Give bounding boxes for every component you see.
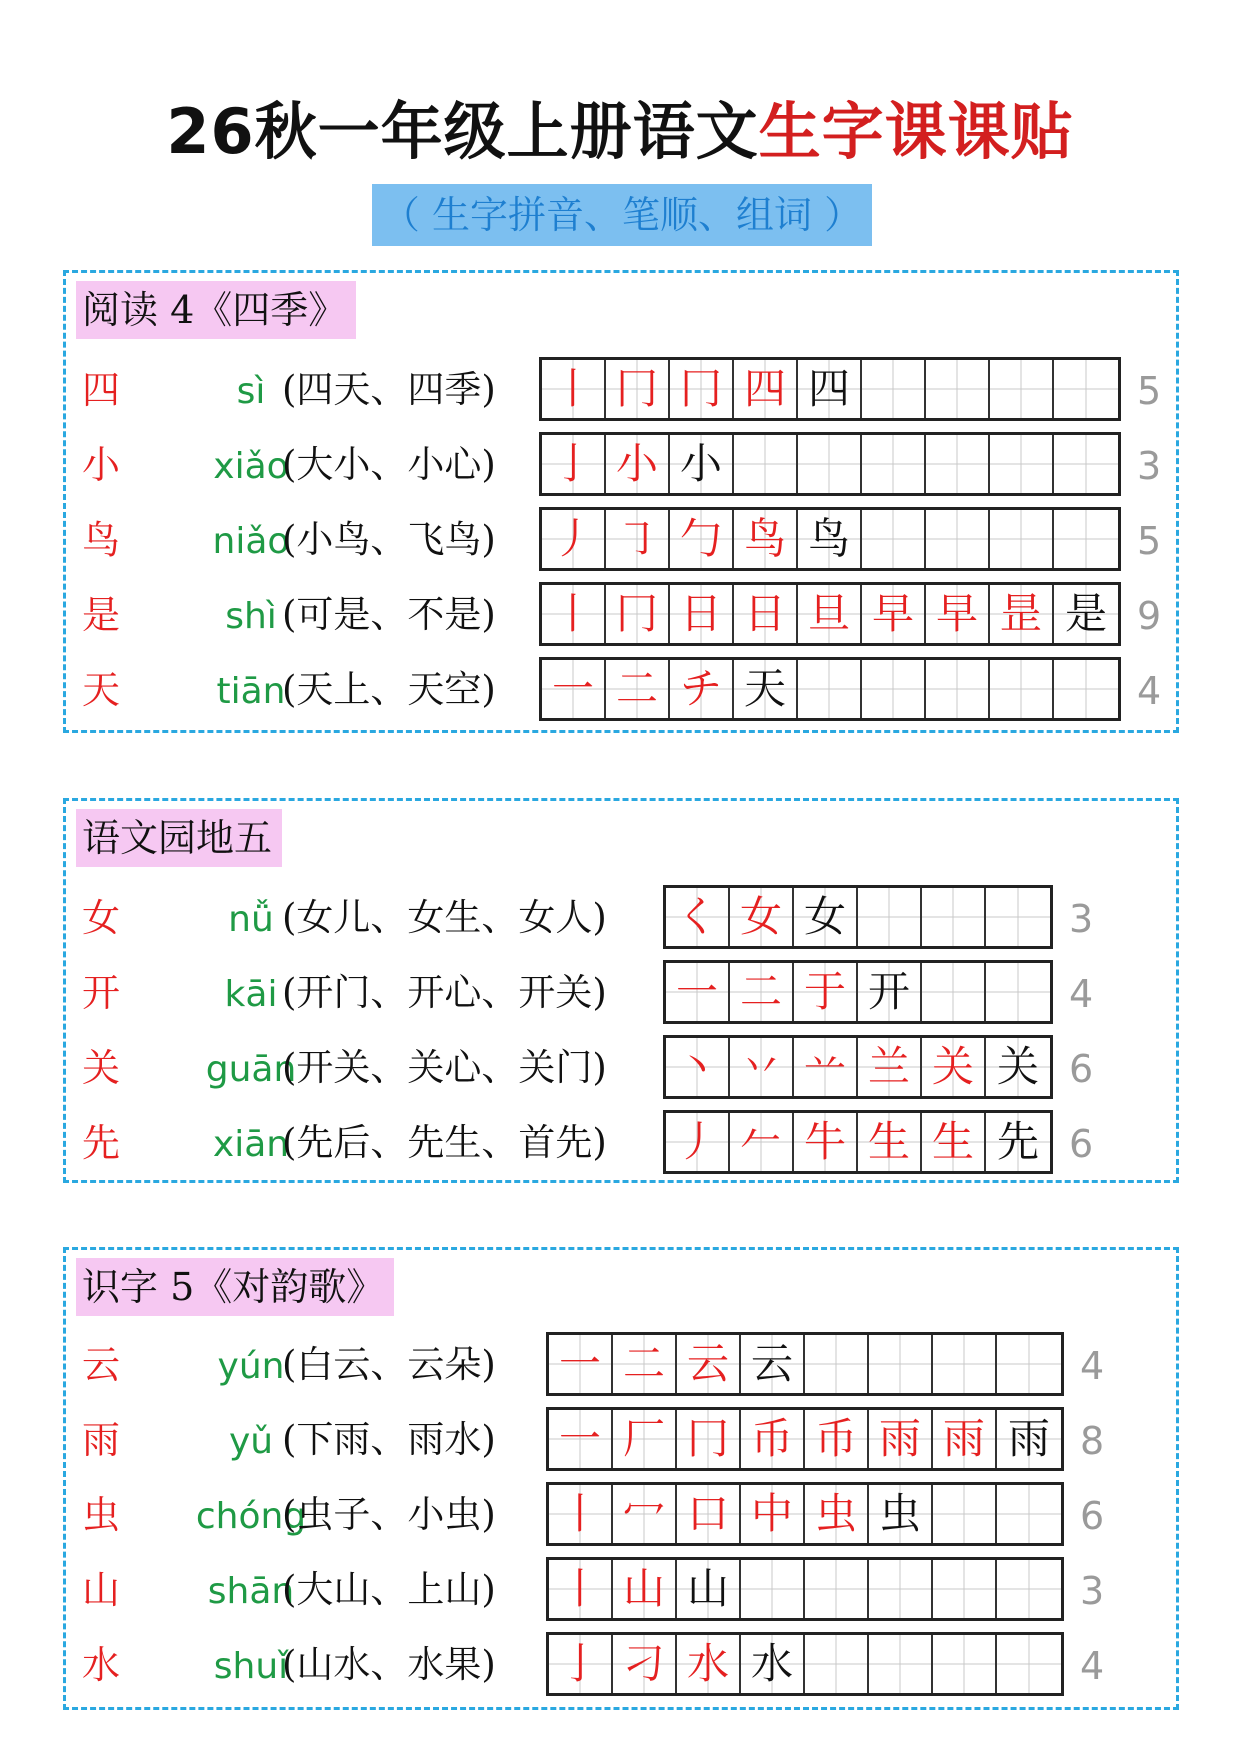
stroke-cell: 是 <box>1054 585 1118 643</box>
stroke-order-grid <box>663 960 1053 1024</box>
stroke-cell <box>990 360 1054 418</box>
stroke-cell: 冂 <box>670 360 734 418</box>
stroke-cell: 雨 <box>933 1410 997 1468</box>
stroke-cell: 勹 <box>670 510 734 568</box>
stroke-cell <box>1054 435 1118 493</box>
stroke-cell <box>805 1635 869 1693</box>
stroke-cell: 虫 <box>869 1485 933 1543</box>
stroke-order-grid <box>539 507 1121 571</box>
stroke-cell: 水 <box>677 1635 741 1693</box>
stroke-cell: 山 <box>613 1560 677 1618</box>
word-list: (小鸟、飞鸟) <box>282 518 496 561</box>
stroke-cell: 冂 <box>677 1410 741 1468</box>
character: 虫 <box>82 1493 121 1537</box>
stroke-cell <box>862 510 926 568</box>
stroke-count: 6 <box>1069 1122 1094 1166</box>
stroke-cell: 丿 <box>542 510 606 568</box>
section-title: 语文园地五 <box>76 809 282 867</box>
stroke-count: 5 <box>1137 369 1162 413</box>
stroke-count: 8 <box>1080 1419 1105 1463</box>
stroke-cell <box>798 435 862 493</box>
section-1 <box>63 270 1179 733</box>
stroke-cell <box>933 1485 997 1543</box>
stroke-order-grid <box>539 357 1121 421</box>
character: 先 <box>82 1121 121 1165</box>
stroke-cell <box>926 660 990 718</box>
char-row <box>66 357 1176 423</box>
stroke-cell: 𠂉 <box>730 1113 794 1171</box>
pinyin: xiǎo <box>213 446 289 487</box>
stroke-cell: 二 <box>606 660 670 718</box>
stroke-count: 6 <box>1080 1494 1105 1538</box>
stroke-cell: 丨 <box>549 1485 613 1543</box>
stroke-count: 3 <box>1069 897 1094 941</box>
stroke-count: 4 <box>1080 1344 1105 1388</box>
character: 山 <box>82 1568 121 1612</box>
word-list: (女儿、女生、女人) <box>282 896 607 939</box>
section-title: 阅读 4《四季》 <box>76 281 356 339</box>
stroke-cell <box>922 963 986 1021</box>
stroke-cell <box>986 963 1050 1021</box>
word-list: (四天、四季) <box>282 368 496 411</box>
stroke-cell: 丷 <box>730 1038 794 1096</box>
stroke-cell: 亅 <box>542 435 606 493</box>
stroke-cell: 鸟 <box>798 510 862 568</box>
stroke-cell <box>990 510 1054 568</box>
title-red: 生字课课贴 <box>758 95 1074 168</box>
char-row <box>66 1557 1176 1623</box>
char-row <box>66 657 1176 723</box>
stroke-cell: 丶 <box>666 1038 730 1096</box>
stroke-cell: 关 <box>922 1038 986 1096</box>
stroke-cell: 生 <box>922 1113 986 1171</box>
stroke-order-grid <box>539 582 1121 646</box>
stroke-cell: 冂 <box>606 585 670 643</box>
char-row <box>66 432 1176 498</box>
stroke-cell: 于 <box>794 963 858 1021</box>
char-row <box>66 582 1176 648</box>
section-3 <box>63 1247 1179 1710</box>
char-row <box>66 507 1176 573</box>
subtitle-banner: （ 生字拼音、笔顺、组词 ） <box>372 184 872 246</box>
word-list: (白云、云朵) <box>282 1343 496 1386</box>
stroke-cell: 天 <box>734 660 798 718</box>
stroke-cell <box>933 1560 997 1618</box>
stroke-cell <box>869 1635 933 1693</box>
stroke-count: 9 <box>1137 594 1162 638</box>
stroke-count: 4 <box>1080 1644 1105 1688</box>
stroke-cell: 雨 <box>869 1410 933 1468</box>
stroke-cell <box>858 888 922 946</box>
word-list: (开关、关心、关门) <box>282 1046 607 1089</box>
stroke-cell: 水 <box>741 1635 805 1693</box>
stroke-cell: 丿 <box>666 1113 730 1171</box>
stroke-cell <box>926 435 990 493</box>
pinyin: chóng <box>195 1496 307 1537</box>
stroke-cell: 日 <box>670 585 734 643</box>
char-row <box>66 1407 1176 1473</box>
pinyin: guān <box>205 1049 297 1090</box>
stroke-cell <box>997 1635 1061 1693</box>
stroke-order-grid <box>546 1557 1064 1621</box>
stroke-cell: 冂 <box>606 360 670 418</box>
stroke-order-grid <box>663 1035 1053 1099</box>
stroke-cell: 一 <box>549 1410 613 1468</box>
stroke-cell <box>862 660 926 718</box>
stroke-cell <box>798 660 862 718</box>
stroke-cell: 二 <box>613 1335 677 1393</box>
pinyin: kāi <box>224 974 278 1015</box>
pinyin: tiān <box>216 671 286 712</box>
character: 开 <box>82 971 121 1015</box>
stroke-cell: 一 <box>542 660 606 718</box>
stroke-cell: ㇆ <box>606 510 670 568</box>
stroke-cell: 女 <box>730 888 794 946</box>
stroke-cell: 云 <box>741 1335 805 1393</box>
pinyin: niǎo <box>212 521 290 562</box>
stroke-cell <box>997 1560 1061 1618</box>
stroke-cell <box>926 510 990 568</box>
stroke-cell <box>1054 660 1118 718</box>
stroke-cell <box>869 1560 933 1618</box>
pinyin: shuǐ <box>213 1646 289 1687</box>
stroke-cell <box>990 660 1054 718</box>
stroke-cell: 丨 <box>542 360 606 418</box>
stroke-cell <box>734 435 798 493</box>
character: 天 <box>82 668 121 712</box>
character: 鸟 <box>82 518 121 562</box>
pinyin: shì <box>225 596 277 637</box>
character: 四 <box>82 368 121 412</box>
character: 关 <box>82 1046 121 1090</box>
stroke-cell: 丨 <box>549 1560 613 1618</box>
stroke-cell <box>1054 360 1118 418</box>
stroke-cell: 币 <box>805 1410 869 1468</box>
stroke-cell: 口 <box>677 1485 741 1543</box>
word-list: (天上、天空) <box>282 668 496 711</box>
pinyin: yún <box>217 1346 285 1387</box>
pinyin: xiān <box>212 1124 290 1165</box>
stroke-cell: 山 <box>677 1560 741 1618</box>
word-list: (开门、开心、开关) <box>282 971 607 1014</box>
stroke-cell <box>869 1335 933 1393</box>
character: 女 <box>82 896 121 940</box>
stroke-cell: 一 <box>549 1335 613 1393</box>
word-list: (大小、小心) <box>282 443 496 486</box>
stroke-order-grid <box>546 1332 1064 1396</box>
character: 雨 <box>82 1418 121 1462</box>
word-list: (可是、不是) <box>282 593 496 636</box>
stroke-cell <box>862 360 926 418</box>
stroke-cell <box>805 1560 869 1618</box>
char-row <box>66 1110 1176 1176</box>
word-list: (虫子、小虫) <box>282 1493 496 1536</box>
stroke-count: 3 <box>1080 1569 1105 1613</box>
stroke-cell: 开 <box>858 963 922 1021</box>
stroke-cell <box>926 360 990 418</box>
stroke-cell <box>990 435 1054 493</box>
section-2 <box>63 798 1179 1183</box>
stroke-cell: 早 <box>862 585 926 643</box>
pinyin: nǚ <box>228 899 274 940</box>
stroke-cell: 先 <box>986 1113 1050 1171</box>
stroke-cell: 云 <box>677 1335 741 1393</box>
stroke-cell: 关 <box>986 1038 1050 1096</box>
stroke-cell: 中 <box>741 1485 805 1543</box>
character: 云 <box>82 1343 121 1387</box>
character: 小 <box>82 443 121 487</box>
stroke-cell: 四 <box>798 360 862 418</box>
stroke-cell: 生 <box>858 1113 922 1171</box>
stroke-count: 4 <box>1069 972 1094 1016</box>
stroke-cell <box>922 888 986 946</box>
stroke-count: 4 <box>1137 669 1162 713</box>
stroke-cell: 昰 <box>990 585 1054 643</box>
stroke-order-grid <box>546 1407 1064 1471</box>
stroke-cell: 旦 <box>798 585 862 643</box>
pinyin: sì <box>236 371 266 412</box>
stroke-cell: 兰 <box>858 1038 922 1096</box>
char-row <box>66 1632 1176 1698</box>
stroke-cell: 厂 <box>613 1410 677 1468</box>
stroke-cell: 币 <box>741 1410 805 1468</box>
stroke-cell <box>997 1335 1061 1393</box>
stroke-cell: 鸟 <box>734 510 798 568</box>
stroke-cell: 冖 <box>613 1485 677 1543</box>
stroke-cell: 一 <box>666 963 730 1021</box>
title-black: 26秋一年级上册语文 <box>166 95 759 168</box>
page-title <box>0 82 1240 171</box>
stroke-cell: 刁 <box>613 1635 677 1693</box>
word-list: (下雨、雨水) <box>282 1418 496 1461</box>
char-row <box>66 1332 1176 1398</box>
stroke-cell: 早 <box>926 585 990 643</box>
character: 水 <box>82 1643 121 1687</box>
stroke-cell: 二 <box>730 963 794 1021</box>
stroke-cell: 小 <box>606 435 670 493</box>
stroke-order-grid <box>663 885 1053 949</box>
character: 是 <box>82 593 121 637</box>
section-title: 识字 5《对韵歌》 <box>76 1258 394 1316</box>
stroke-cell <box>997 1485 1061 1543</box>
stroke-cell: 四 <box>734 360 798 418</box>
char-row <box>66 1482 1176 1548</box>
stroke-cell: チ <box>670 660 734 718</box>
stroke-cell: 雨 <box>997 1410 1061 1468</box>
stroke-order-grid <box>546 1482 1064 1546</box>
stroke-order-grid <box>539 432 1121 496</box>
stroke-cell <box>805 1335 869 1393</box>
stroke-cell: 牛 <box>794 1113 858 1171</box>
stroke-order-grid <box>539 657 1121 721</box>
stroke-cell <box>1054 510 1118 568</box>
stroke-cell <box>933 1635 997 1693</box>
stroke-order-grid <box>663 1110 1053 1174</box>
stroke-cell <box>741 1560 805 1618</box>
stroke-cell: 女 <box>794 888 858 946</box>
pinyin: shān <box>207 1571 295 1612</box>
stroke-cell <box>933 1335 997 1393</box>
stroke-cell: 亅 <box>549 1635 613 1693</box>
char-row <box>66 1035 1176 1101</box>
stroke-cell: く <box>666 888 730 946</box>
stroke-cell: 小 <box>670 435 734 493</box>
stroke-cell: 丨 <box>542 585 606 643</box>
stroke-count: 6 <box>1069 1047 1094 1091</box>
char-row <box>66 885 1176 951</box>
stroke-order-grid <box>546 1632 1064 1696</box>
word-list: (大山、上山) <box>282 1568 496 1611</box>
stroke-cell: 䒑 <box>794 1038 858 1096</box>
word-list: (先后、先生、首先) <box>282 1121 607 1164</box>
stroke-cell <box>986 888 1050 946</box>
stroke-cell: 日 <box>734 585 798 643</box>
char-row <box>66 960 1176 1026</box>
stroke-cell: 虫 <box>805 1485 869 1543</box>
stroke-count: 3 <box>1137 444 1162 488</box>
pinyin: yǔ <box>228 1421 274 1462</box>
stroke-count: 5 <box>1137 519 1162 563</box>
word-list: (山水、水果) <box>282 1643 496 1686</box>
stroke-cell <box>862 435 926 493</box>
